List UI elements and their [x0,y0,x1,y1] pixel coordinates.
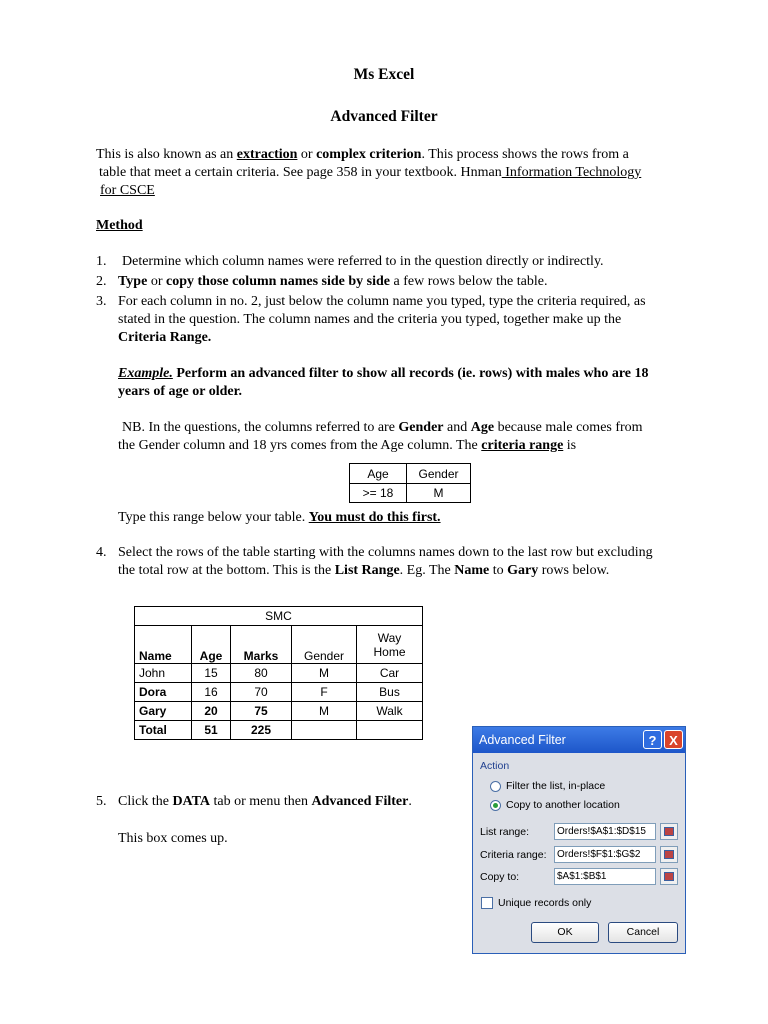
page-title: Ms Excel [353,66,415,83]
cell-way-home: Car [357,664,423,683]
range-picker-icon [664,827,674,836]
step-5-text: Click the DATA tab or menu then Advanced Filter. [118,794,412,809]
copy-to-location-radio[interactable] [490,800,501,811]
advanced-filter-dialog [472,726,686,954]
example-paragraph: Example. Perform an advanced filter to show all records (ie. rows) with males who are 18 years of age or older. [118,366,649,399]
list-range-label: List range: [480,826,530,838]
cell-way-home: Walk [357,702,423,721]
step-3-number: 3. [96,294,107,309]
dialog-title: Advanced Filter [479,733,566,747]
criteria-header-gender: Gender [407,464,471,484]
table-row [135,683,423,702]
header-way-home: Way Home [357,626,423,664]
ok-button[interactable]: OK [531,922,599,943]
filter-in-place-radio[interactable] [490,781,501,792]
header-gender: Gender [292,626,357,664]
criteria-range-input[interactable]: Orders!$F$1:$G$2 [554,846,656,863]
step-4-text: Select the rows of the table starting with the columns names down to the last row but excluding the total row at the bottom. This is the List Range. Eg. The Name to Gary rows below. [118,545,653,578]
close-button[interactable]: X [664,730,683,749]
cell-marks: 75 [231,702,292,721]
copy-to-input[interactable]: $A$1:$B$1 [554,868,656,885]
smc-table [134,606,423,740]
cell-empty [292,721,357,740]
cell-gender: F [292,683,357,702]
cell-gender: M [292,664,357,683]
step-1-number: 1. [96,254,107,269]
criteria-range-collapse-button[interactable] [660,846,678,863]
copy-to-label: Copy to: [480,871,520,883]
page-subtitle: Advanced Filter [330,108,438,125]
radio-selected-dot [493,803,498,808]
cell-name: John [135,664,192,683]
step-4-number: 4. [96,545,107,560]
criteria-value-gender: M [407,484,471,503]
criteria-header-age: Age [350,464,407,484]
list-range-input[interactable]: Orders!$A$1:$D$15 [554,823,656,840]
cell-age: 20 [192,702,231,721]
nb-paragraph: NB. In the questions, the columns referred to are Gender and Age because male comes from the Gender column and 18 yrs comes from the Age column. The criteria range is [118,420,643,453]
unique-records-label: Unique records only [498,897,592,909]
step-2-text: Type or copy those column names side by side a few rows below the table. [118,274,548,289]
table-row [135,664,423,683]
type-range-note: Type this range below your table. You must do this first. [118,510,441,525]
cell-total-age: 51 [192,721,231,740]
step-5-number: 5. [96,794,107,809]
smc-title: SMC [135,607,423,626]
step-1-text: Determine which column names were referred to in the question directly or indirectly. [122,254,604,269]
table-header-row [135,626,423,664]
cell-marks: 80 [231,664,292,683]
header-marks: Marks [231,626,292,664]
table-total-row [135,721,423,740]
header-age: Age [192,626,231,664]
cell-age: 16 [192,683,231,702]
unique-records-checkbox[interactable] [481,897,493,909]
cell-age: 15 [192,664,231,683]
range-picker-icon [664,850,674,859]
criteria-range-label: Criteria range: [480,849,547,861]
cell-total-label: Total [135,721,192,740]
cell-gender: M [292,702,357,721]
table-row [135,702,423,721]
cell-empty [357,721,423,740]
range-picker-icon [664,872,674,881]
step-2-number: 2. [96,274,107,289]
step-3-text: For each column in no. 2, just below the column name you typed, type the criteria required, as stated in the question. The column names and the criteria you typed, together make up the Criteria Range. [118,294,646,345]
filter-in-place-label: Filter the list, in-place [506,780,606,792]
cell-way-home: Bus [357,683,423,702]
copy-to-location-label: Copy to another location [506,799,620,811]
copy-to-collapse-button[interactable] [660,868,678,885]
help-button[interactable]: ? [643,730,662,749]
cell-total-marks: 225 [231,721,292,740]
header-name: Name [135,626,192,664]
method-heading: Method [96,218,143,233]
criteria-range-table [349,463,471,503]
criteria-value-age: >= 18 [350,484,407,503]
action-group-label: Action [480,760,510,772]
cell-name: Gary [135,702,192,721]
box-comes-up-note: This box comes up. [118,831,228,846]
intro-paragraph: This is also known as an extraction or complex criterion. This process shows the rows from a table that meet a certain criteria. See page 358 in your textbook. Hnman Information Technology for CSCE [96,147,642,198]
cell-name: Dora [135,683,192,702]
cancel-button[interactable]: Cancel [608,922,678,943]
list-range-collapse-button[interactable] [660,823,678,840]
cell-marks: 70 [231,683,292,702]
